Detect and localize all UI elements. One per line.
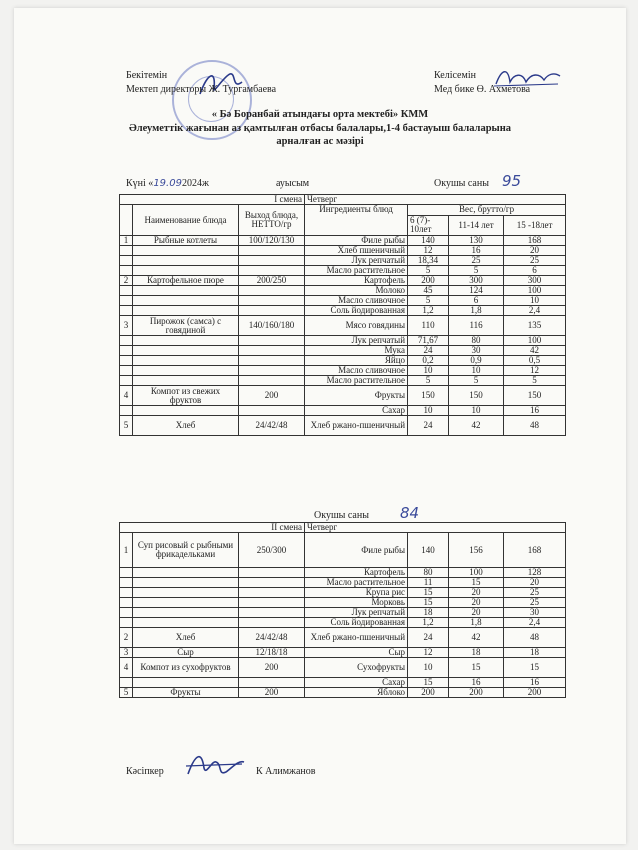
row-number: 4 bbox=[120, 386, 133, 406]
table-row bbox=[120, 588, 566, 598]
weight-age-1: 15 bbox=[408, 588, 449, 598]
dish-name bbox=[133, 376, 239, 386]
weight-age-3: 10 bbox=[504, 296, 566, 306]
dish-name bbox=[133, 246, 239, 256]
dish-name bbox=[133, 568, 239, 578]
weight-age-3: 6 bbox=[504, 266, 566, 276]
dish-output bbox=[239, 256, 305, 266]
dish-name bbox=[133, 266, 239, 276]
weight-age-1: 0,2 bbox=[408, 356, 449, 366]
table-row bbox=[120, 356, 566, 366]
agreed-by: Мед бике Ө. Ахметова bbox=[434, 84, 531, 95]
weight-age-2: 80 bbox=[449, 336, 504, 346]
dish-output bbox=[239, 608, 305, 618]
dish-output bbox=[239, 346, 305, 356]
dish-output: 200 bbox=[239, 688, 305, 698]
dish-name bbox=[133, 336, 239, 346]
dish-output: 140/160/180 bbox=[239, 316, 305, 336]
table-row bbox=[120, 648, 566, 658]
weight-age-2: 0,9 bbox=[449, 356, 504, 366]
table-row bbox=[120, 628, 566, 648]
row-number bbox=[120, 246, 133, 256]
entrepreneur-label: Кәсіпкер bbox=[126, 766, 164, 777]
dish-name bbox=[133, 608, 239, 618]
col-ingredients: Ингредиенты блюд bbox=[305, 205, 408, 236]
menu-table-shift-2 bbox=[119, 522, 566, 698]
weight-age-1: 200 bbox=[408, 688, 449, 698]
row-number: 2 bbox=[120, 628, 133, 648]
row-number bbox=[120, 618, 133, 628]
weight-age-2: 300 bbox=[449, 276, 504, 286]
row-number bbox=[120, 568, 133, 578]
weight-age-2: 5 bbox=[449, 266, 504, 276]
row-number bbox=[120, 256, 133, 266]
dish-name bbox=[133, 588, 239, 598]
weight-age-1: 80 bbox=[408, 568, 449, 578]
row-number bbox=[120, 678, 133, 688]
table-row bbox=[120, 688, 566, 698]
weight-age-1: 12 bbox=[408, 648, 449, 658]
dish-name bbox=[133, 356, 239, 366]
table-row bbox=[120, 568, 566, 578]
dish-output bbox=[239, 296, 305, 306]
entrepreneur-signature bbox=[182, 748, 248, 782]
dish-output bbox=[239, 678, 305, 688]
row-number: 4 bbox=[120, 658, 133, 678]
dish-output bbox=[239, 286, 305, 296]
weight-age-3: 48 bbox=[504, 628, 566, 648]
dish-name: Пирожок (самса) с говядиной bbox=[133, 316, 239, 336]
table-row bbox=[120, 336, 566, 346]
dish-output: 24/42/48 bbox=[239, 416, 305, 436]
table-row bbox=[120, 533, 566, 568]
weight-age-2: 16 bbox=[449, 246, 504, 256]
ingredient-name: Соль йодированная bbox=[305, 306, 408, 316]
date-line bbox=[126, 178, 209, 189]
shift-label: ауысым bbox=[276, 178, 310, 189]
table-row bbox=[120, 406, 566, 416]
dish-output: 250/300 bbox=[239, 533, 305, 568]
students-count-2: 84 bbox=[400, 504, 420, 522]
dish-name bbox=[133, 366, 239, 376]
ingredient-name: Лук репчатый bbox=[305, 336, 408, 346]
weight-age-3: 0,5 bbox=[504, 356, 566, 366]
weight-age-1: 10 bbox=[408, 406, 449, 416]
row-number bbox=[120, 366, 133, 376]
table-row bbox=[120, 286, 566, 296]
weight-age-1: 5 bbox=[408, 296, 449, 306]
dish-name bbox=[133, 598, 239, 608]
weight-age-1: 18,34 bbox=[408, 256, 449, 266]
weight-age-3: 5 bbox=[504, 376, 566, 386]
row-number: 3 bbox=[120, 648, 133, 658]
weight-age-2: 130 bbox=[449, 236, 504, 246]
shift-2-day: Четверг bbox=[305, 523, 566, 533]
dish-name bbox=[133, 296, 239, 306]
students-count-1: 95 bbox=[502, 172, 522, 190]
ingredient-name: Филе рыбы bbox=[305, 533, 408, 568]
weight-age-2: 42 bbox=[449, 628, 504, 648]
row-number bbox=[120, 336, 133, 346]
weight-age-1: 24 bbox=[408, 416, 449, 436]
ingredient-name: Сухофрукты bbox=[305, 658, 408, 678]
weight-age-1: 1,2 bbox=[408, 306, 449, 316]
dish-name bbox=[133, 286, 239, 296]
dish-output bbox=[239, 406, 305, 416]
dish-output bbox=[239, 336, 305, 346]
menu-table-shift-1 bbox=[119, 194, 566, 436]
ingredient-name: Молоко bbox=[305, 286, 408, 296]
dish-name: Картофельное пюре bbox=[133, 276, 239, 286]
ingredient-name: Масло сливочное bbox=[305, 366, 408, 376]
dish-output bbox=[239, 376, 305, 386]
students-label-1: Окушы саны bbox=[434, 178, 489, 189]
dish-name bbox=[133, 306, 239, 316]
row-number: 1 bbox=[120, 533, 133, 568]
weight-age-1: 5 bbox=[408, 376, 449, 386]
ingredient-name: Крупа рис bbox=[305, 588, 408, 598]
dish-name bbox=[133, 256, 239, 266]
weight-age-2: 20 bbox=[449, 608, 504, 618]
ingredient-name: Фрукты bbox=[305, 386, 408, 406]
menu-subtitle-2: арналған ас мәзірі bbox=[276, 136, 364, 147]
col-age-2: 11-14 лет bbox=[449, 215, 504, 235]
weight-age-2: 6 bbox=[449, 296, 504, 306]
dish-output: 24/42/48 bbox=[239, 628, 305, 648]
weight-age-3: 12 bbox=[504, 366, 566, 376]
date-value: 19.09 bbox=[153, 178, 182, 189]
row-number: 2 bbox=[120, 276, 133, 286]
weight-age-3: 18 bbox=[504, 648, 566, 658]
weight-age-1: 24 bbox=[408, 346, 449, 356]
weight-age-3: 30 bbox=[504, 608, 566, 618]
dish-name bbox=[133, 578, 239, 588]
ingredient-name: Яйцо bbox=[305, 356, 408, 366]
weight-age-3: 42 bbox=[504, 346, 566, 356]
weight-age-2: 15 bbox=[449, 578, 504, 588]
row-number bbox=[120, 266, 133, 276]
weight-age-2: 15 bbox=[449, 658, 504, 678]
ingredient-name: Сахар bbox=[305, 406, 408, 416]
ingredient-name: Сахар bbox=[305, 678, 408, 688]
table-row bbox=[120, 598, 566, 608]
table-row bbox=[120, 266, 566, 276]
weight-age-2: 5 bbox=[449, 376, 504, 386]
dish-name: Суп рисовый с рыбными фрикадельками bbox=[133, 533, 239, 568]
weight-age-1: 71,67 bbox=[408, 336, 449, 346]
dish-output: 200 bbox=[239, 658, 305, 678]
weight-age-1: 150 bbox=[408, 386, 449, 406]
weight-age-2: 20 bbox=[449, 598, 504, 608]
weight-age-1: 18 bbox=[408, 608, 449, 618]
weight-age-3: 300 bbox=[504, 276, 566, 286]
ingredient-name: Масло растительное bbox=[305, 376, 408, 386]
weight-age-3: 15 bbox=[504, 658, 566, 678]
dish-output: 200 bbox=[239, 386, 305, 406]
weight-age-2: 156 bbox=[449, 533, 504, 568]
dish-output bbox=[239, 246, 305, 256]
dish-output bbox=[239, 578, 305, 588]
dish-output bbox=[239, 266, 305, 276]
weight-age-3: 2,4 bbox=[504, 618, 566, 628]
weight-age-3: 20 bbox=[504, 578, 566, 588]
row-number bbox=[120, 406, 133, 416]
menu-document bbox=[14, 8, 626, 844]
row-number: 3 bbox=[120, 316, 133, 336]
table-row bbox=[120, 316, 566, 336]
shift-1-title: I смена bbox=[120, 195, 305, 205]
weight-age-2: 25 bbox=[449, 256, 504, 266]
table-row bbox=[120, 306, 566, 316]
weight-age-1: 10 bbox=[408, 658, 449, 678]
weight-age-2: 100 bbox=[449, 568, 504, 578]
weight-age-3: 2,4 bbox=[504, 306, 566, 316]
table-row bbox=[120, 618, 566, 628]
weight-age-2: 150 bbox=[449, 386, 504, 406]
weight-age-2: 30 bbox=[449, 346, 504, 356]
col-age-1: 6 (7)- 10лет bbox=[408, 215, 449, 235]
weight-age-3: 150 bbox=[504, 386, 566, 406]
weight-age-1: 11 bbox=[408, 578, 449, 588]
ingredient-name: Лук репчатый bbox=[305, 608, 408, 618]
weight-age-3: 16 bbox=[504, 678, 566, 688]
ingredient-name: Хлеб ржано-пшеничный bbox=[305, 416, 408, 436]
row-number bbox=[120, 608, 133, 618]
dish-name: Фрукты bbox=[133, 688, 239, 698]
weight-age-3: 135 bbox=[504, 316, 566, 336]
ingredient-name: Сыр bbox=[305, 648, 408, 658]
ingredient-name: Картофель bbox=[305, 276, 408, 286]
table-row bbox=[120, 366, 566, 376]
table-row bbox=[120, 246, 566, 256]
ingredient-name: Масло растительное bbox=[305, 578, 408, 588]
ingredient-name: Картофель bbox=[305, 568, 408, 578]
dish-name: Хлеб bbox=[133, 416, 239, 436]
date-suffix: 2024ж bbox=[181, 178, 209, 189]
ingredient-name: Лук репчатый bbox=[305, 256, 408, 266]
weight-age-2: 1,8 bbox=[449, 306, 504, 316]
dish-output: 12/18/18 bbox=[239, 648, 305, 658]
dish-name: Хлеб bbox=[133, 628, 239, 648]
row-number bbox=[120, 346, 133, 356]
weight-age-2: 200 bbox=[449, 688, 504, 698]
weight-age-3: 128 bbox=[504, 568, 566, 578]
row-number bbox=[120, 296, 133, 306]
dish-output: 100/120/130 bbox=[239, 236, 305, 246]
table-row bbox=[120, 256, 566, 266]
row-number bbox=[120, 356, 133, 366]
entrepreneur-name: К Алимжанов bbox=[256, 766, 316, 777]
weight-age-2: 116 bbox=[449, 316, 504, 336]
row-number bbox=[120, 588, 133, 598]
table-row bbox=[120, 346, 566, 356]
dish-name bbox=[133, 406, 239, 416]
weight-age-1: 12 bbox=[408, 246, 449, 256]
col-dish-name: Наименование блюда bbox=[133, 205, 239, 236]
agreed-label: Келісемін bbox=[434, 70, 476, 81]
dish-name: Рыбные котлеты bbox=[133, 236, 239, 246]
weight-age-1: 140 bbox=[408, 236, 449, 246]
dish-name bbox=[133, 618, 239, 628]
weight-age-3: 16 bbox=[504, 406, 566, 416]
row-number bbox=[120, 578, 133, 588]
weight-age-1: 140 bbox=[408, 533, 449, 568]
weight-age-1: 1,2 bbox=[408, 618, 449, 628]
row-number bbox=[120, 306, 133, 316]
ingredient-name: Хлеб ржано-пшеничный bbox=[305, 628, 408, 648]
dish-output bbox=[239, 618, 305, 628]
row-number bbox=[120, 286, 133, 296]
school-name: « Бә Боранбай атындағы орта мектебі» КММ bbox=[211, 109, 429, 120]
dish-name: Сыр bbox=[133, 648, 239, 658]
table-row bbox=[120, 678, 566, 688]
ingredient-name: Мука bbox=[305, 346, 408, 356]
weight-age-3: 25 bbox=[504, 588, 566, 598]
dish-name: Компот из свежих фруктов bbox=[133, 386, 239, 406]
weight-age-2: 10 bbox=[449, 406, 504, 416]
ingredient-name: Филе рыбы bbox=[305, 236, 408, 246]
table-row bbox=[120, 608, 566, 618]
weight-age-1: 15 bbox=[408, 678, 449, 688]
ingredient-name: Масло сливочное bbox=[305, 296, 408, 306]
row-number bbox=[120, 598, 133, 608]
row-number bbox=[120, 376, 133, 386]
students-label-2: Окушы саны bbox=[314, 510, 369, 521]
ingredient-name: Яблоко bbox=[305, 688, 408, 698]
weight-age-3: 48 bbox=[504, 416, 566, 436]
dish-name bbox=[133, 346, 239, 356]
weight-age-2: 20 bbox=[449, 588, 504, 598]
ingredient-name: Соль йодированная bbox=[305, 618, 408, 628]
weight-age-1: 45 bbox=[408, 286, 449, 296]
weight-age-2: 42 bbox=[449, 416, 504, 436]
dish-output bbox=[239, 568, 305, 578]
table-row bbox=[120, 236, 566, 246]
dish-output bbox=[239, 366, 305, 376]
ingredient-name: Мясо говядины bbox=[305, 316, 408, 336]
table-row bbox=[120, 416, 566, 436]
shift-1-day: Четверг bbox=[305, 195, 566, 205]
weight-age-3: 100 bbox=[504, 336, 566, 346]
row-number: 1 bbox=[120, 236, 133, 246]
weight-age-1: 200 bbox=[408, 276, 449, 286]
weight-age-1: 15 bbox=[408, 598, 449, 608]
weight-age-3: 25 bbox=[504, 598, 566, 608]
dish-output bbox=[239, 588, 305, 598]
dish-name bbox=[133, 678, 239, 688]
weight-age-2: 18 bbox=[449, 648, 504, 658]
dish-output: 200/250 bbox=[239, 276, 305, 286]
ingredient-name: Хлеб пшеничный bbox=[305, 246, 408, 256]
weight-age-1: 24 bbox=[408, 628, 449, 648]
dish-name: Компот из сухофруктов bbox=[133, 658, 239, 678]
weight-age-3: 168 bbox=[504, 236, 566, 246]
col-age-3: 15 -18лет bbox=[504, 215, 566, 235]
table-row bbox=[120, 376, 566, 386]
shift-2-title: II смена bbox=[120, 523, 305, 533]
dish-output bbox=[239, 356, 305, 366]
weight-age-2: 1,8 bbox=[449, 618, 504, 628]
approved-label: Бекітемін bbox=[126, 70, 168, 81]
dish-output bbox=[239, 306, 305, 316]
weight-age-1: 10 bbox=[408, 366, 449, 376]
dish-output bbox=[239, 598, 305, 608]
table-row bbox=[120, 578, 566, 588]
ingredient-name: Масло растительное bbox=[305, 266, 408, 276]
table-row bbox=[120, 296, 566, 306]
ingredient-name: Морковь bbox=[305, 598, 408, 608]
table-row bbox=[120, 658, 566, 678]
weight-age-3: 100 bbox=[504, 286, 566, 296]
date-prefix: Күні « bbox=[126, 178, 154, 189]
table-row bbox=[120, 386, 566, 406]
table-row bbox=[120, 276, 566, 286]
weight-age-2: 124 bbox=[449, 286, 504, 296]
approved-by: Мектеп директоры Ж. Тургамбаева bbox=[126, 84, 277, 95]
weight-age-3: 20 bbox=[504, 246, 566, 256]
weight-age-2: 16 bbox=[449, 678, 504, 688]
weight-age-2: 10 bbox=[449, 366, 504, 376]
row-number: 5 bbox=[120, 416, 133, 436]
col-output: Выход блюда, НЕТТО/гр bbox=[239, 205, 305, 236]
weight-age-1: 110 bbox=[408, 316, 449, 336]
col-weight: Вес, брутто/гр bbox=[408, 205, 566, 216]
weight-age-3: 25 bbox=[504, 256, 566, 266]
menu-subtitle-1: Әлеуметтік жағынан аз қамтылған отбасы балалары,1-4 бастауыш балаларына bbox=[128, 123, 512, 134]
weight-age-3: 200 bbox=[504, 688, 566, 698]
weight-age-3: 168 bbox=[504, 533, 566, 568]
row-number: 5 bbox=[120, 688, 133, 698]
weight-age-1: 5 bbox=[408, 266, 449, 276]
